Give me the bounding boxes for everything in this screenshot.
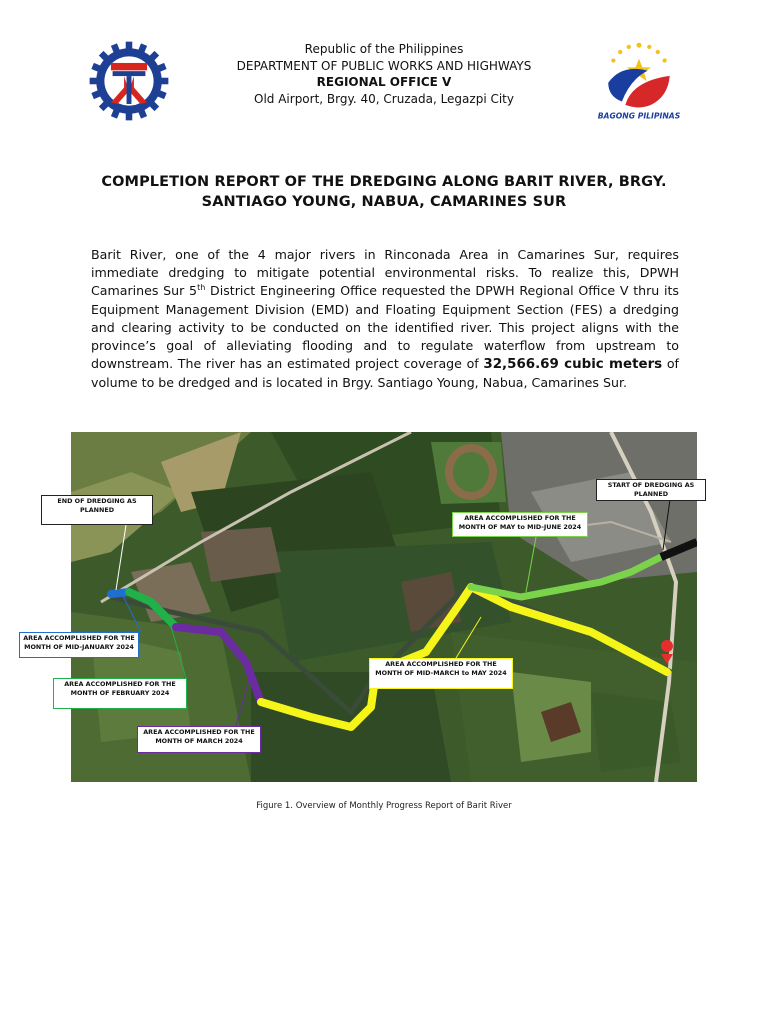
report-title (60, 172, 708, 212)
title-line-2: SANTIAGO YOUNG, NABUA, CAMARINES SUR (201, 194, 567, 210)
dredge-volume: 32,566.69 cubic meters (483, 357, 663, 373)
regional-office-line: REGIONAL OFFICE V (316, 75, 452, 89)
label-may-to-mid-june: AREA ACCOMPLISHED FOR THE MONTH OF MAY to MID-JUNE 2024 (452, 512, 588, 537)
paragraph-text-c: of volume to be dredged and is located in Brgy. Santiago Young, Nabua, Camarines Sur. (91, 356, 679, 391)
address-line: Old Airport, Brgy. 40, Cruzada, Legazpi City (254, 91, 514, 106)
department-line: DEPARTMENT OF PUBLIC WORKS AND HIGHWAYS (236, 58, 532, 73)
ordinal-superscript: th (197, 283, 206, 293)
figure-caption: Figure 1. Overview of Monthly Progress Report of Barit River (256, 801, 512, 811)
title-line-1: COMPLETION REPORT OF THE DREDGING ALONG BARIT RIVER, BRGY. (101, 174, 667, 190)
paragraph-text-b: District Engineering Office requested the DPWH Regional Office V thru its Equipment Management Division (EMD) and Floating Equipment Section (FES) a dredging and clearing activity to be conducted on the identified river. This project aligns with the province’s goal of alleviating flooding and to regulate waterflow from upstream to downstream. The river has an estimated project coverage of (91, 283, 679, 372)
satellite-map-figure (23, 432, 697, 782)
republic-line: Republic of the Philippines (304, 42, 464, 56)
agency-heading (200, 41, 568, 107)
paragraph-text-a: Barit River, one of the 4 major rivers in Rinconada Area in Camarines Sur, requires immediate dredging to mitigate potential environmental risks. To realize this, DPWH Camarines Sur 5 (91, 247, 679, 299)
intro-paragraph (91, 246, 679, 393)
label-mid-january: AREA ACCOMPLISHED FOR THE MONTH OF MID-JANUARY 2024 (19, 632, 139, 658)
label-end-of-dredging: END OF DREDGING AS PLANNED (41, 495, 153, 525)
label-march: AREA ACCOMPLISHED FOR THE MONTH OF MARCH 2024 (137, 726, 261, 753)
dpwh-logo-icon (88, 40, 170, 122)
bagong-pilipinas-text: BAGONG PILIPINAS (597, 111, 681, 121)
label-start-of-dredging: START OF DREDGING AS PLANNED (596, 479, 706, 501)
label-february: AREA ACCOMPLISHED FOR THE MONTH OF FEBRUARY 2024 (53, 678, 187, 709)
bagong-pilipinas-logo-icon (596, 40, 682, 122)
letterhead (0, 40, 768, 130)
label-mid-march-to-may: AREA ACCOMPLISHED FOR THE MONTH OF MID-MARCH to MAY 2024 (369, 658, 513, 689)
